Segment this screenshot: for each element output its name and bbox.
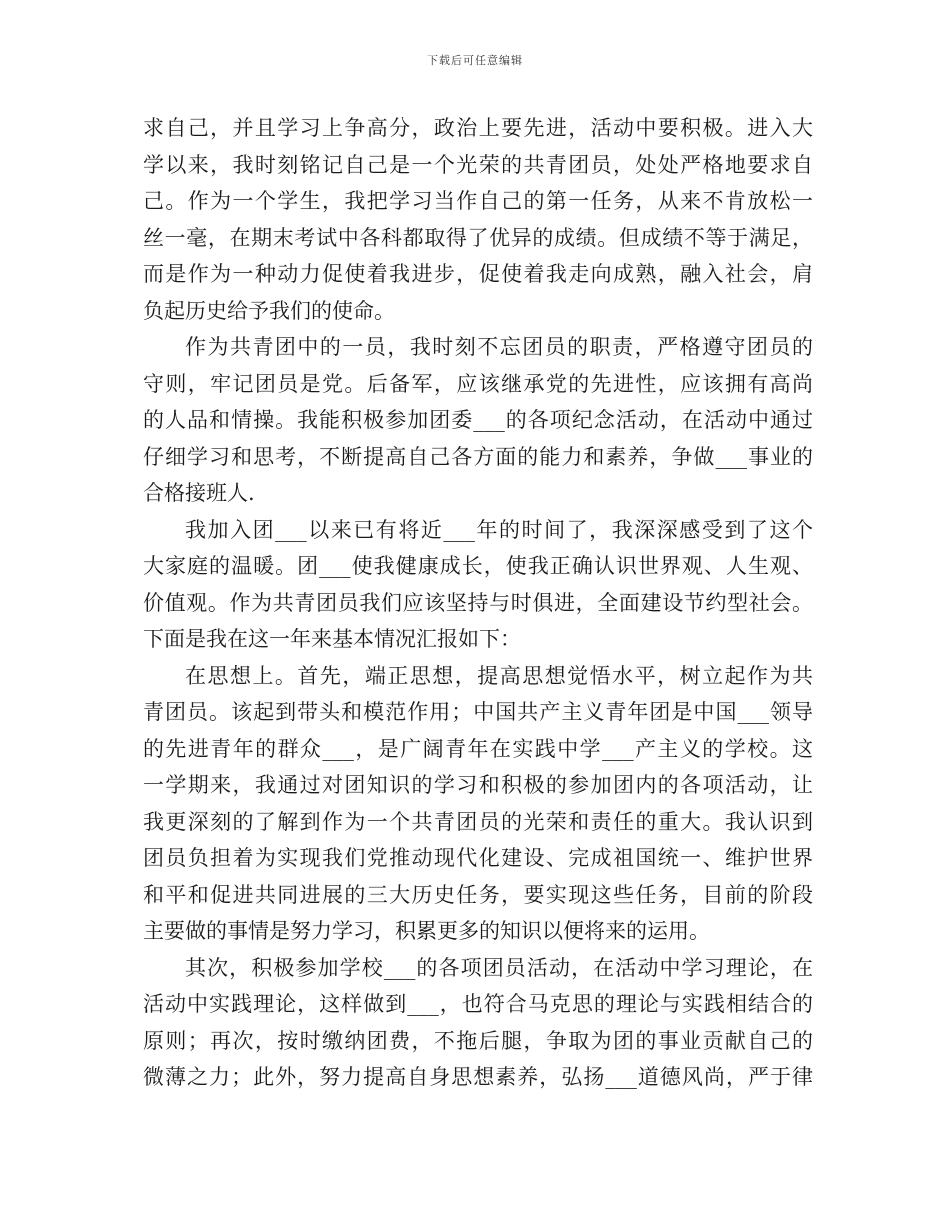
text-line: 我加入团___以来已有将近___年的时间了，我深深感受到了这个 bbox=[185, 517, 813, 542]
paragraph bbox=[143, 512, 813, 658]
document-body bbox=[143, 110, 813, 1096]
text-line: 守则，牢记团员是党。后备军，应该继承党的先进性，应该拥有高尚 bbox=[143, 371, 813, 396]
text-line: 作为共青团中的一员，我时刻不忘团员的职责，严格遵守团员的 bbox=[185, 335, 813, 359]
text-line: 合格接班人. bbox=[143, 481, 255, 505]
text-line: 的人品和情操。我能积极参加团委___的各项纪念活动，在活动中通过 bbox=[143, 408, 813, 432]
text-line: 在思想上。首先，端正思想，提高思想觉悟水平，树立起作为共 bbox=[185, 663, 813, 688]
text-line: 负起历史给予我们的使命。 bbox=[143, 298, 395, 323]
text-line: 己。作为一个学生，我把学习当作自己的第一任务，从来不肯放松一 bbox=[143, 189, 813, 213]
text-line: 丝一毫，在期末考试中各科都取得了优异的成绩。但成绩不等于满足， bbox=[143, 225, 813, 250]
text-line: 一学期来，我通过对团知识的学习和积极的参加团内的各项活动，让 bbox=[143, 773, 813, 797]
text-line: 和平和促进共同进展的三大历史任务，要实现这些任务，目前的阶段 bbox=[143, 882, 813, 907]
text-line: 价值观。作为共青团员我们应该坚持与时俱进，全面建设节约型社会。 bbox=[143, 590, 813, 615]
text-line: 主要做的事情是努力学习，积累更多的知识以便将来的运用。 bbox=[143, 919, 710, 943]
page-header: 下载后可任意编辑 bbox=[427, 54, 523, 67]
paragraph bbox=[143, 658, 813, 950]
text-line: 求自己，并且学习上争高分，政治上要先进，活动中要积极。进入大 bbox=[143, 116, 813, 140]
text-line: 我更深刻的了解到作为一个共青团员的光荣和责任的重大。我认识到 bbox=[143, 809, 813, 834]
text-line: 其次，积极参加学校___的各项团员活动，在活动中学习理论，在 bbox=[185, 955, 813, 980]
text-line: 活动中实践理论，这样做到___，也符合马克思的理论与实践相结合的 bbox=[143, 992, 813, 1016]
text-line: 青团员。该起到带头和模范作用；中国共产主义青年团是中国___领导 bbox=[143, 700, 813, 724]
text-line: 的先进青年的群众___，是广阔青年在实践中学___产主义的学校。这 bbox=[143, 736, 813, 761]
text-line: 微薄之力；此外，努力提高自身思想素养，弘扬___道德风尚，严于律 bbox=[143, 1065, 813, 1089]
paragraph bbox=[143, 329, 813, 512]
text-line: 团员负担着为实现我们党推动现代化建设、完成祖国统一、维护世界 bbox=[143, 846, 813, 870]
text-line: 大家庭的温暖。团___使我健康成长，使我正确认识世界观、人生观、 bbox=[143, 554, 813, 578]
text-line: 原则；再次，按时缴纳团费，不拖后腿，争取为团的事业贡献自己的 bbox=[143, 1028, 813, 1053]
paragraph bbox=[143, 110, 813, 329]
paragraph bbox=[143, 950, 813, 1096]
text-line: 下面是我在这一年来基本情况汇报如下： bbox=[143, 627, 521, 651]
text-line: 仔细学习和思考，不断提高自己各方面的能力和素养，争做___事业的 bbox=[143, 444, 813, 469]
text-line: 学以来，我时刻铭记自己是一个光荣的共青团员，处处严格地要求自 bbox=[143, 152, 813, 177]
text-line: 而是作为一种动力促使着我进步，促使着我走向成熟，融入社会，肩 bbox=[143, 262, 813, 286]
